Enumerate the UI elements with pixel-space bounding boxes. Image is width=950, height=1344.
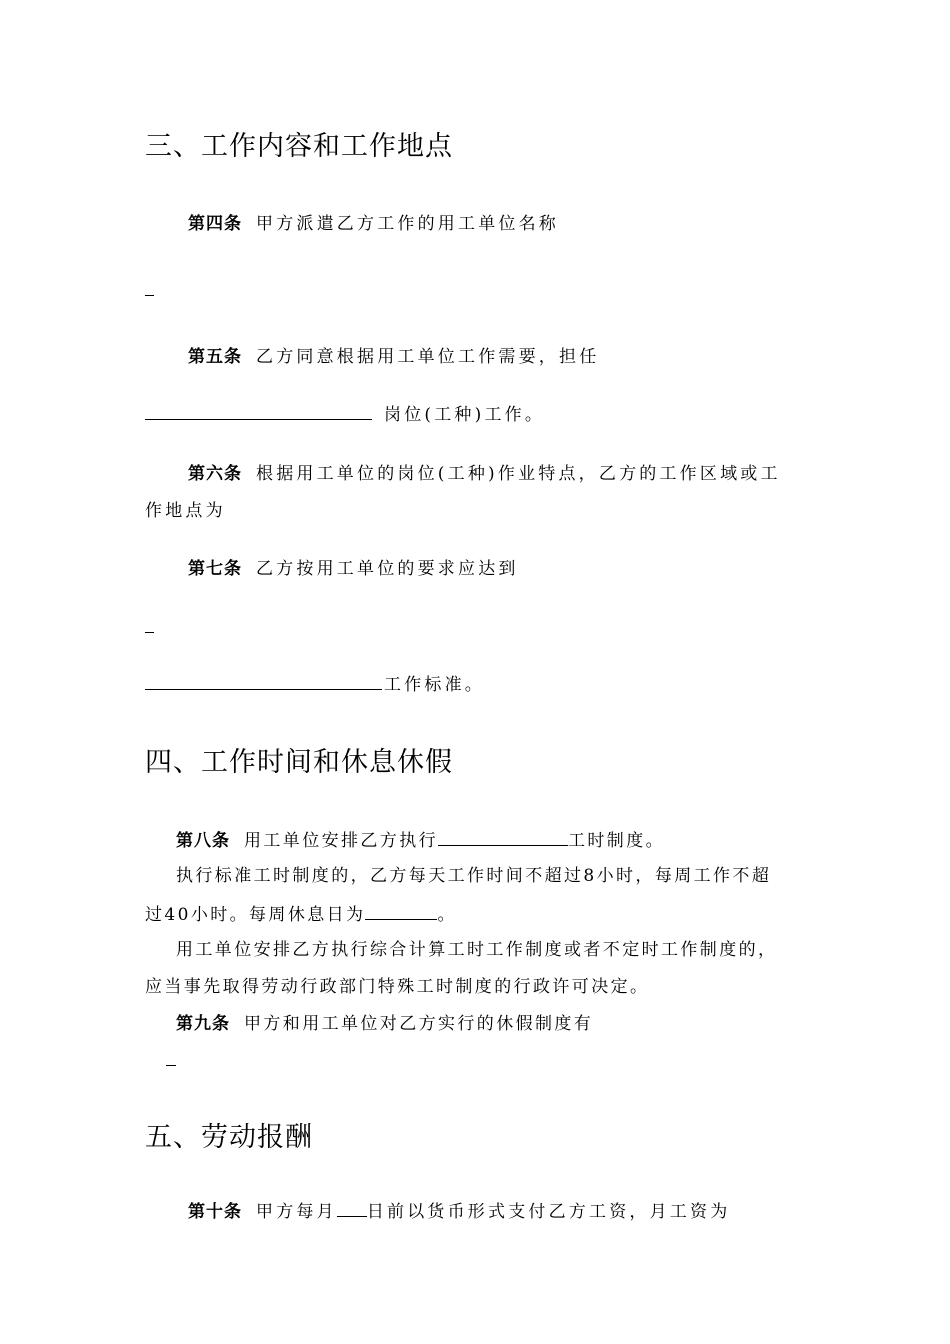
article-10-text-b: 日前以货币形式支付乙方工资，月工资为: [366, 1202, 731, 1222]
section-heading-5: 五、劳动报酬: [145, 1122, 313, 1153]
article-10-label: 第十条: [188, 1202, 242, 1222]
article-6-text2: 作地点为: [145, 501, 226, 521]
article-8-para-4: 用工单位安排乙方执行综合计算工时工作制度或者不定时工作制度的，: [176, 940, 778, 960]
article-5-text2: 岗位(工种)工作。: [384, 405, 546, 425]
blank-line: [145, 689, 382, 690]
article-5-label: 第五条: [188, 347, 242, 367]
article-4-label: 第四条: [188, 214, 242, 234]
article-7-label: 第七条: [188, 559, 242, 579]
article-8-para-3-end: 。: [437, 905, 457, 925]
article-7-text: 乙方按用工单位的要求应达到: [256, 559, 519, 579]
article-6-text: 根据用工单位的岗位(工种)作业特点，乙方的工作区域或工: [256, 464, 781, 484]
article-10: [188, 1197, 730, 1222]
article-9-label: 第九条: [176, 1014, 230, 1034]
article-8: [176, 826, 665, 851]
article-4: [188, 209, 559, 234]
article-8-para-2: 执行标准工时制度的，乙方每天工作时间不超过8小时，每周工作不超: [176, 866, 772, 886]
section-heading-3: 三、工作内容和工作地点: [145, 131, 453, 162]
article-6-label: 第六条: [188, 464, 242, 484]
blank-line: [337, 1198, 367, 1217]
article-9: [176, 1009, 593, 1034]
blank-line: [145, 419, 372, 420]
article-7-text2: 工作标准。: [384, 675, 485, 695]
article-8-label: 第八条: [176, 831, 230, 851]
article-8-para-3-text: 过40小时。每周休息日为: [145, 905, 366, 925]
article-5-text: 乙方同意根据用工单位工作需要，担任: [256, 347, 600, 367]
article-8-para-5: 应当事先取得劳动行政部门特殊工时制度的行政许可决定。: [145, 977, 650, 997]
article-8-text-b: 工时制度。: [568, 831, 665, 851]
blank-line: [438, 827, 568, 846]
blank-line: [365, 901, 437, 920]
article-8-text-a: 用工单位安排乙方执行: [244, 831, 438, 851]
blank-line: [145, 295, 154, 296]
blank-line: [145, 632, 154, 633]
article-10-text-a: 甲方每月: [256, 1202, 337, 1222]
article-5: [188, 342, 599, 367]
article-8-para-3: [145, 900, 457, 925]
article-6: [188, 459, 781, 484]
article-7: [188, 554, 519, 579]
article-4-text: 甲方派遣乙方工作的用工单位名称: [256, 214, 559, 234]
section-heading-4: 四、工作时间和休息休假: [145, 747, 453, 778]
article-9-text: 甲方和用工单位对乙方实行的休假制度有: [244, 1014, 594, 1034]
blank-line: [166, 1065, 176, 1066]
